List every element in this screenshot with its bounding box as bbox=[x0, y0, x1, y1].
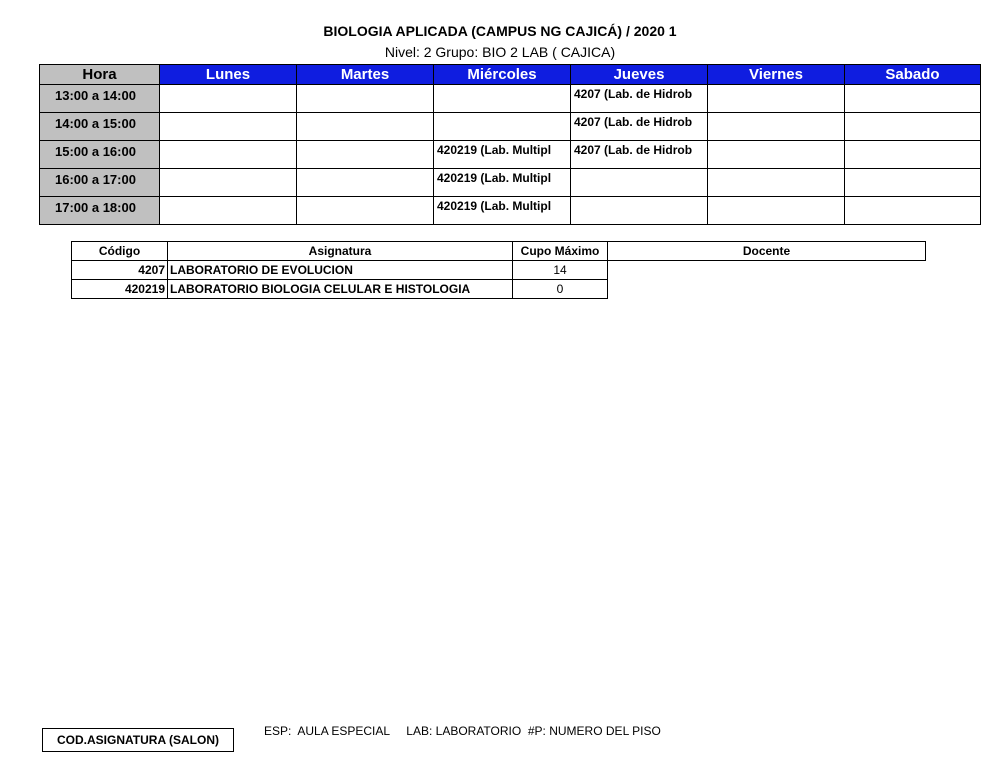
schedule-cell bbox=[571, 197, 708, 225]
subject-name: LABORATORIO BIOLOGIA CELULAR E HISTOLOGIA bbox=[168, 280, 513, 299]
schedule-row bbox=[40, 141, 981, 169]
schedule-table bbox=[39, 64, 981, 225]
hour-label: 13:00 a 14:00 bbox=[40, 85, 160, 113]
schedule-cell bbox=[297, 169, 434, 197]
schedule-cell bbox=[434, 113, 571, 141]
schedule-cell bbox=[845, 141, 981, 169]
schedule-cell bbox=[297, 141, 434, 169]
schedule-cell bbox=[160, 85, 297, 113]
schedule-cell bbox=[708, 169, 845, 197]
legend-text: ESP: AULA ESPECIAL LAB: LABORATORIO #P: NUMERO DEL PISO bbox=[264, 724, 661, 738]
schedule-cell: 4207 (Lab. de Hidrob bbox=[571, 141, 708, 169]
schedule-header-row bbox=[40, 65, 981, 85]
day-header-sabado: Sabado bbox=[845, 65, 981, 85]
schedule-cell bbox=[845, 85, 981, 113]
hour-label: 14:00 a 15:00 bbox=[40, 113, 160, 141]
schedule-cell: 420219 (Lab. Multipl bbox=[434, 141, 571, 169]
subject-docente bbox=[608, 261, 926, 280]
schedule-cell bbox=[708, 141, 845, 169]
subject-docente bbox=[608, 280, 926, 299]
schedule-cell bbox=[297, 85, 434, 113]
schedule-cell bbox=[160, 197, 297, 225]
day-header-martes: Martes bbox=[297, 65, 434, 85]
schedule-cell bbox=[160, 141, 297, 169]
schedule-cell bbox=[845, 113, 981, 141]
schedule-cell: 420219 (Lab. Multipl bbox=[434, 197, 571, 225]
schedule-cell: 4207 (Lab. de Hidrob bbox=[571, 85, 708, 113]
subjects-header-row bbox=[72, 242, 926, 261]
subject-cupo: 0 bbox=[513, 280, 608, 299]
subject-row bbox=[72, 280, 926, 299]
subject-code: 420219 bbox=[72, 280, 168, 299]
subjects-table bbox=[71, 241, 926, 299]
codigo-header: Código bbox=[72, 242, 168, 261]
subject-row bbox=[72, 261, 926, 280]
cupo-header: Cupo Máximo bbox=[513, 242, 608, 261]
schedule-row bbox=[40, 113, 981, 141]
schedule-cell bbox=[708, 85, 845, 113]
schedule-row bbox=[40, 169, 981, 197]
schedule-cell bbox=[160, 113, 297, 141]
schedule-cell bbox=[160, 169, 297, 197]
schedule-cell bbox=[297, 197, 434, 225]
hour-label: 17:00 a 18:00 bbox=[40, 197, 160, 225]
schedule-cell bbox=[845, 169, 981, 197]
day-header-viernes: Viernes bbox=[708, 65, 845, 85]
hour-label: 15:00 a 16:00 bbox=[40, 141, 160, 169]
subject-code: 4207 bbox=[72, 261, 168, 280]
schedule-row bbox=[40, 197, 981, 225]
legend-box: COD.ASIGNATURA (SALON) bbox=[42, 728, 234, 752]
schedule-cell: 4207 (Lab. de Hidrob bbox=[571, 113, 708, 141]
schedule-row bbox=[40, 85, 981, 113]
schedule-cell bbox=[708, 197, 845, 225]
schedule-cell bbox=[571, 169, 708, 197]
page-title: BIOLOGIA APLICADA (CAMPUS NG CAJICÁ) / 2020 1 bbox=[323, 23, 677, 39]
hora-header: Hora bbox=[40, 65, 160, 85]
day-header-lunes: Lunes bbox=[160, 65, 297, 85]
asignatura-header: Asignatura bbox=[168, 242, 513, 261]
subject-cupo: 14 bbox=[513, 261, 608, 280]
subject-name: LABORATORIO DE EVOLUCION bbox=[168, 261, 513, 280]
schedule-cell bbox=[434, 85, 571, 113]
page-subtitle: Nivel: 2 Grupo: BIO 2 LAB ( CAJICA) bbox=[384, 44, 616, 60]
schedule-cell: 420219 (Lab. Multipl bbox=[434, 169, 571, 197]
hour-label: 16:00 a 17:00 bbox=[40, 169, 160, 197]
schedule-cell bbox=[845, 197, 981, 225]
docente-header: Docente bbox=[608, 242, 926, 261]
day-header-miercoles: Miércoles bbox=[434, 65, 571, 85]
schedule-cell bbox=[297, 113, 434, 141]
day-header-jueves: Jueves bbox=[571, 65, 708, 85]
schedule-cell bbox=[708, 113, 845, 141]
